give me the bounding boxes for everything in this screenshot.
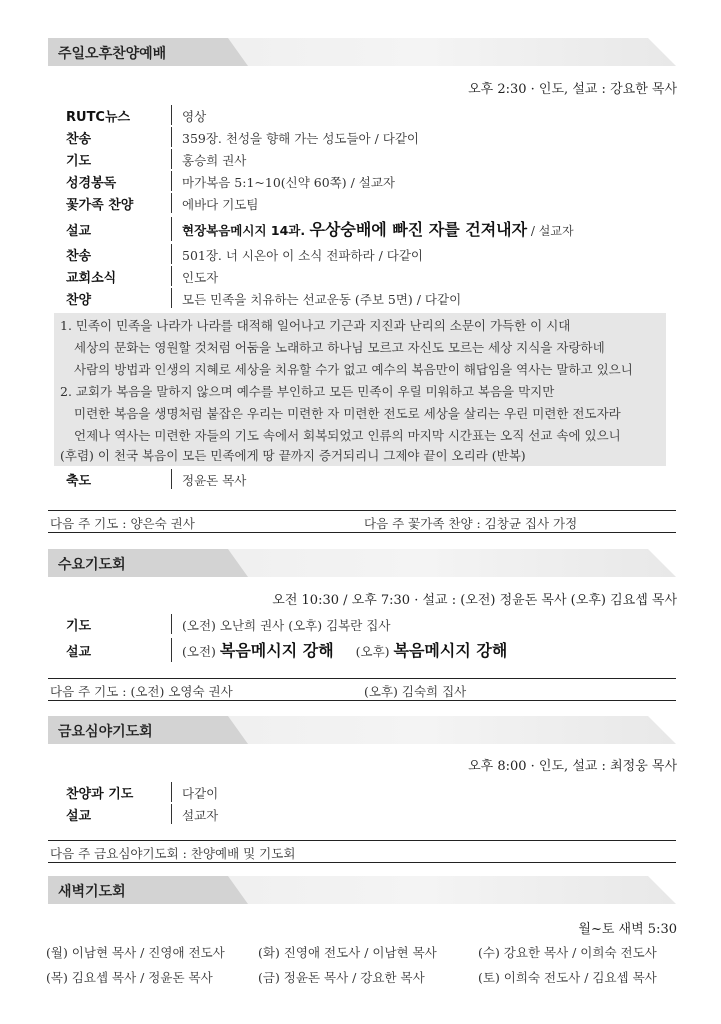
sermon-pm-title: 복음메시지 강해 [393,641,508,660]
sermon-speaker: / 설교자 [527,224,574,238]
divider-line [48,840,676,841]
sermon-title: 우상숭배에 빠진 자를 건져내자 [309,220,528,239]
row-value: 영상 [182,109,207,124]
divider-line [48,678,676,679]
sunday-row-sermon [66,216,686,242]
divider [171,782,172,802]
wednesday-row-prayer [66,613,686,635]
lyrics-line: 2. 교회가 복음을 말하지 않으며 예수를 부인하고 모든 민족이 우릴 미워하고 복음을 막지만 [60,384,555,399]
section-title-wednesday: 수요기도회 [58,557,126,573]
row-value: 홍승희 권사 [182,153,247,168]
row-label: 설교 [66,224,92,239]
row-label: 찬송 [66,132,92,147]
divider [171,469,172,489]
sunday-next-flower-family: 다음 주 꽃가족 찬양 : 김창균 집사 가정 [364,516,578,531]
lyrics-line: 언제나 역사는 미련한 자들의 기도 속에서 회복되었고 인류의 마지막 시간표는 오직 선교 속에 있으니 [74,428,621,443]
lyrics-box [54,313,666,466]
lyrics-line: 세상의 문화는 영원할 것처럼 어둠을 노래하고 하나님 모르고 자신도 모르는 세상 지식을 자랑하네 [74,340,605,355]
sunday-row-church-news [66,265,686,287]
lyrics-line: (후렴) 이 천국 복음이 모든 민족에게 땅 끝까지 증거되리니 그제야 끝이 오리라 (반복) [60,448,526,463]
row-label: 찬송 [66,249,92,264]
sunday-row-praise [66,287,686,309]
sermon-am-prefix: (오전) [182,644,220,659]
section-title-sunday: 주일오후찬양예배 [58,46,167,62]
divider-line [48,700,676,701]
row-label: 축도 [66,474,92,489]
row-value: 다같이 [182,786,219,801]
row-label: 교회소식 [66,271,117,286]
divider [171,244,172,264]
row-label: 꽃가족 찬양 [66,198,134,213]
sunday-row-hymn-1 [66,126,686,148]
sermon-series: 현장복음메시지 14과. [182,223,310,238]
sunday-row-benediction [66,468,686,490]
row-value: 설교자 [182,808,219,823]
friday-next: 다음 주 금요심야기도회 : 찬양예배 및 기도회 [50,846,296,861]
divider [171,193,172,213]
lyrics-line: 1. 민족이 민족을 나라가 나라를 대적해 일어나고 기근과 지진과 난리의 소문이 가득한 이 시대 [60,318,571,333]
divider [171,149,172,169]
divider [171,127,172,147]
sunday-row-prayer [66,148,686,170]
divider-line [48,532,676,533]
friday-row-praise-prayer [66,781,686,803]
divider-line [48,510,676,511]
dawn-item-wed: (수) 강요한 목사 / 이희숙 전도사 [478,945,657,960]
dawn-item-fri: (금) 정윤돈 목사 / 강요한 목사 [258,970,425,985]
row-value [182,638,507,661]
lyrics-line: 사람의 방법과 인생의 지혜로 세상을 치유할 수가 없고 예수의 복음만이 해답임을 역사는 말하고 있으니 [74,362,633,377]
row-value: (오전) 오난희 권사 (오후) 김복란 집사 [182,618,391,633]
row-label: 설교 [66,809,92,824]
section-title-dawn: 새벽기도회 [58,884,126,900]
sunday-row-hymn-2 [66,243,686,265]
row-label: 찬양 [66,293,92,308]
section-header-friday [48,716,676,744]
sermon-am-title: 복음메시지 강해 [219,641,334,660]
wednesday-next-prayer-am: 다음 주 기도 : (오전) 오영숙 권사 [50,684,233,699]
row-value: 정윤돈 목사 [182,473,247,488]
lyrics-line: 미련한 복음을 생명처럼 붙잡은 우리는 미련한 자 미련한 전도로 세상을 살리는 우린 미련한 전도자라 [74,406,621,421]
friday-service-info: 오후 8:00 · 인도, 설교 : 최정웅 목사 [468,759,677,774]
sunday-next-prayer: 다음 주 기도 : 양은숙 권사 [50,516,195,531]
row-value: 359장. 천성을 향해 가는 성도들아 / 다같이 [182,131,420,146]
divider [171,105,172,125]
row-label: RUTC뉴스 [66,110,131,125]
sunday-row-news [66,104,686,126]
row-label: 찬양과 기도 [66,787,134,802]
row-value: 모든 민족을 치유하는 선교운동 (주보 5면) / 다같이 [182,292,462,307]
divider [171,171,172,191]
row-value: 501장. 너 시온아 이 소식 전파하라 / 다같이 [182,248,423,263]
wednesday-service-info: 오전 10:30 / 오후 7:30 · 설교 : (오전) 정윤돈 목사 (오후) 김요셉 목사 [272,593,677,608]
row-label: 성경봉독 [66,176,117,191]
divider [171,288,172,308]
divider [171,804,172,824]
dawn-item-sat: (토) 이희숙 전도사 / 김요셉 목사 [478,970,657,985]
sunday-row-flower-family [66,192,686,214]
dawn-item-thu: (목) 김요셉 목사 / 정윤돈 목사 [46,970,213,985]
sunday-row-scripture [66,170,686,192]
section-header-wednesday [48,549,676,577]
row-label: 기도 [66,154,92,169]
dawn-service-info: 월~토 새벽 5:30 [578,922,677,937]
section-header-sunday [48,38,676,66]
row-value: 인도자 [182,270,219,285]
row-value [182,217,574,240]
row-label: 설교 [66,645,92,660]
sermon-pm-prefix: (오후) [355,644,394,659]
divider [171,266,172,286]
friday-row-sermon [66,803,686,825]
row-label: 기도 [66,619,92,634]
divider-line [48,862,676,863]
wednesday-row-sermon [66,637,686,663]
divider [171,614,172,634]
dawn-item-mon: (월) 이남현 목사 / 진영애 전도사 [46,945,225,960]
row-value: 마가복음 5:1~10(신약 60쪽) / 설교자 [182,175,396,190]
section-title-friday: 금요심야기도회 [58,724,153,740]
dawn-item-tue: (화) 진영애 전도사 / 이남현 목사 [258,945,437,960]
divider [171,638,172,662]
wednesday-next-prayer-pm: (오후) 김숙희 집사 [364,684,467,699]
row-value: 에바다 기도팀 [182,197,259,212]
section-header-dawn [48,876,676,904]
divider [171,217,172,241]
sunday-service-info: 오후 2:30 · 인도, 설교 : 강요한 목사 [468,82,677,97]
